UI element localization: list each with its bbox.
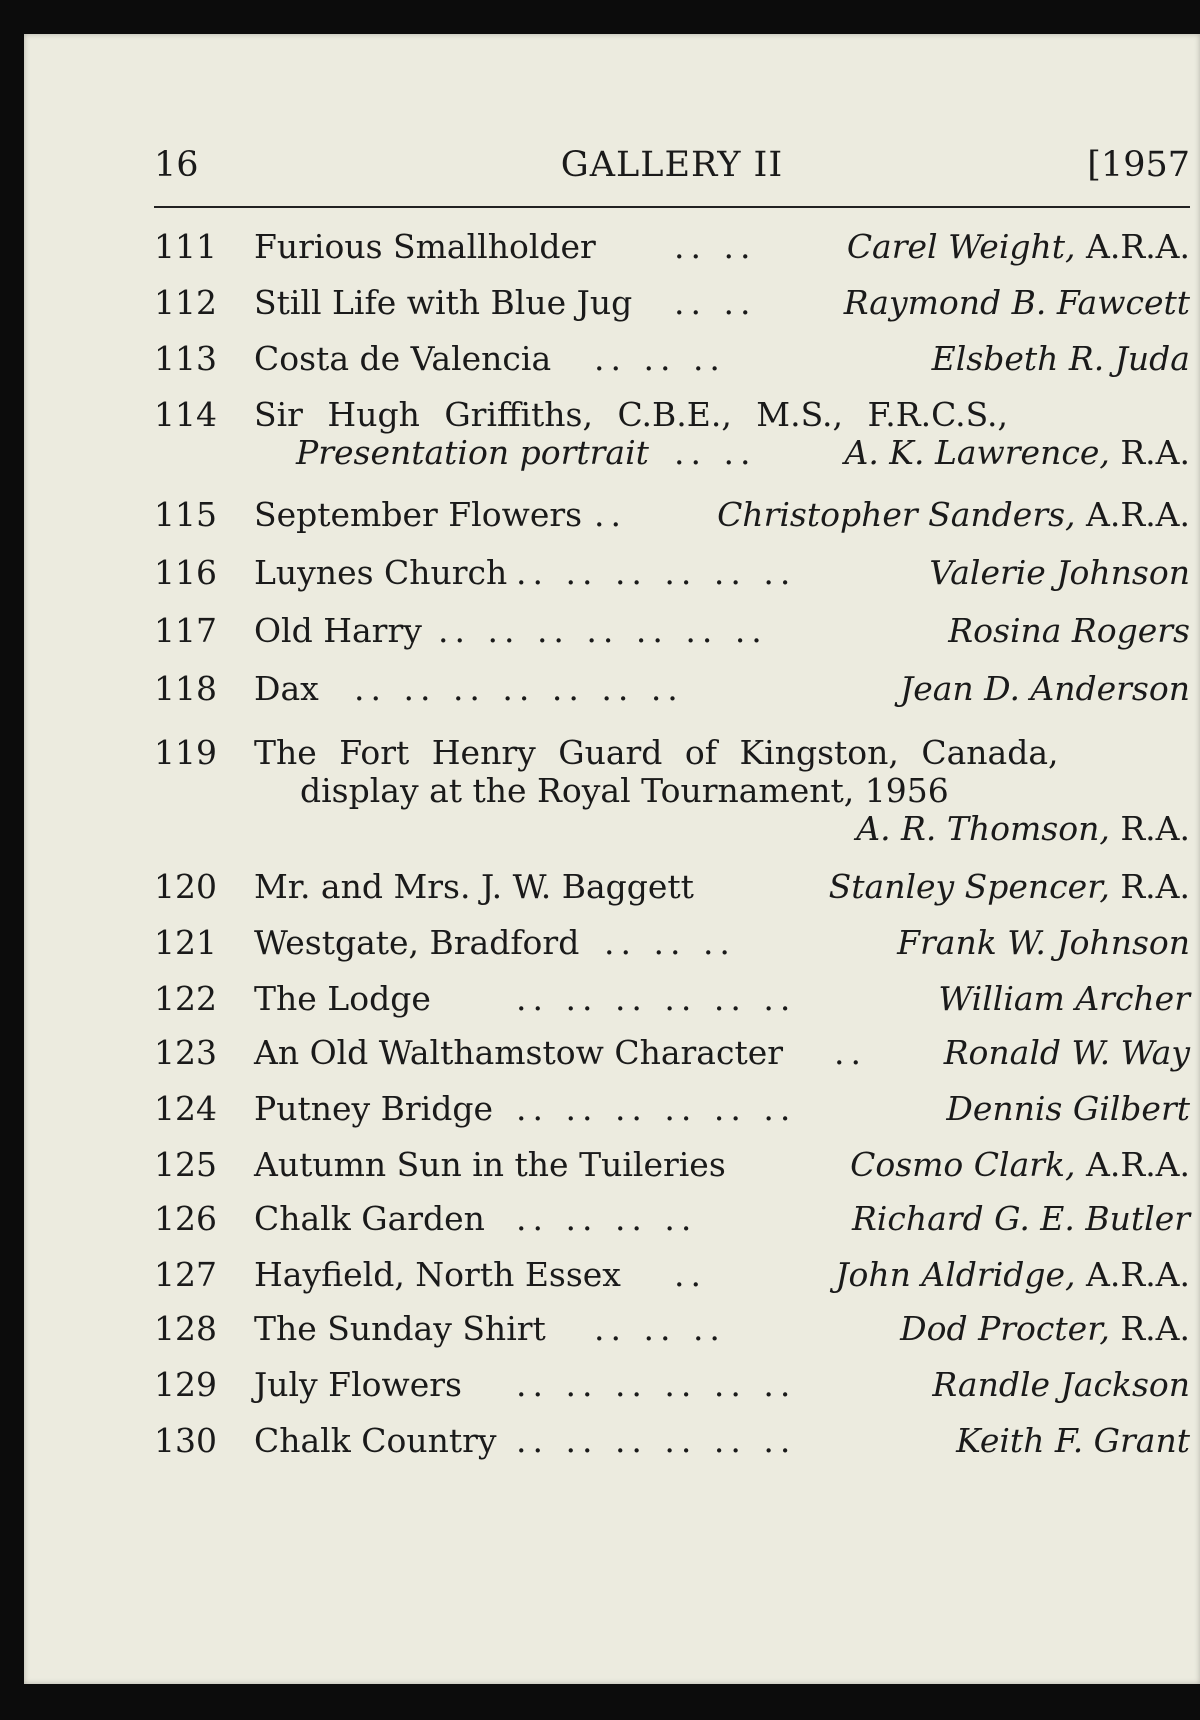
entry-artist: Dennis Gilbert xyxy=(946,1089,1190,1128)
entry-artist: Dod Procter, xyxy=(900,1309,1110,1348)
entry-artist: Richard G. E. Butler xyxy=(851,1199,1190,1238)
entry-artist: Frank W. Johnson xyxy=(897,923,1190,962)
entry-artist: Ronald W. Way xyxy=(943,1033,1190,1072)
entry-title: Still Life with Blue Jug xyxy=(254,283,633,322)
entry-title: Mr. and Mrs. J. W. Baggett xyxy=(254,867,694,906)
entry-number: 114 xyxy=(154,395,217,434)
entry-number: 128 xyxy=(154,1309,217,1348)
entry-title: The Lodge xyxy=(254,979,431,1018)
entry-title: Dax xyxy=(254,669,319,708)
dot-leader: .. .. .. xyxy=(604,923,736,962)
entry-subtitle: Presentation portrait xyxy=(296,433,649,472)
entry-artist: Elsbeth R. Juda xyxy=(931,339,1190,378)
entry-artist: Randle Jackson xyxy=(932,1365,1190,1404)
artist-honours: A.R.A. xyxy=(1075,1255,1190,1294)
entry-title: Sir Hugh Griffiths, C.B.E., M.S., F.R.C.S., xyxy=(254,395,1009,434)
entry-number: 125 xyxy=(154,1145,217,1184)
dot-leader: .. .. .. .. .. .. .. xyxy=(438,611,768,650)
entry-artist: Stanley Spencer, xyxy=(828,867,1110,906)
entry-number: 115 xyxy=(154,495,217,534)
entry-title: Luynes Church xyxy=(254,553,508,592)
artist-honours: R.A. xyxy=(1109,809,1190,848)
dot-leader: .. .. .. .. .. .. .. xyxy=(354,669,684,708)
dot-leader: .. .. xyxy=(674,433,757,472)
entry-title: Putney Bridge xyxy=(254,1089,493,1128)
dot-leader: .. .. .. .. xyxy=(516,1199,698,1238)
entry-number: 124 xyxy=(154,1089,217,1128)
entry-number: 117 xyxy=(154,611,217,650)
dot-leader: .. .. .. .. .. .. xyxy=(516,553,797,592)
entry-artist: Jean D. Anderson xyxy=(899,669,1190,708)
artist-honours: A.R.A. xyxy=(1075,1145,1190,1184)
entry-number: 113 xyxy=(154,339,217,378)
entry-artist: Rosina Rogers xyxy=(948,611,1190,650)
entry-number: 111 xyxy=(154,227,217,266)
artist-honours: R.A. xyxy=(1109,433,1190,472)
artist-honours: R.A. xyxy=(1109,867,1190,906)
dot-leader: .. xyxy=(594,495,627,534)
page-title: GALLERY II xyxy=(560,145,784,185)
entry-number: 127 xyxy=(154,1255,217,1294)
artist-honours: A.R.A. xyxy=(1075,495,1190,534)
dot-leader: .. .. .. xyxy=(594,1309,726,1348)
entry-number: 120 xyxy=(154,867,217,906)
entry-title: July Flowers xyxy=(254,1365,462,1404)
entry-title: September Flowers xyxy=(254,495,583,534)
entry-title: Westgate, Bradford xyxy=(254,923,580,962)
entry-title: Old Harry xyxy=(254,611,422,650)
artist-honours: R.A. xyxy=(1109,1309,1190,1348)
dot-leader: .. .. .. .. .. .. xyxy=(516,1089,797,1128)
entry-title: Chalk Country xyxy=(254,1421,497,1460)
entry-artist: Raymond B. Fawcett xyxy=(843,283,1190,322)
header-rule xyxy=(154,206,1190,208)
entry-title: Hayfield, North Essex xyxy=(254,1255,621,1294)
entry-artist: John Aldridge, xyxy=(835,1255,1076,1294)
entry-number: 112 xyxy=(154,283,217,322)
entry-number: 123 xyxy=(154,1033,217,1072)
entry-title: Furious Smallholder xyxy=(254,227,596,266)
catalogue-year: [1957 xyxy=(1087,145,1190,185)
dot-leader: .. .. xyxy=(674,283,757,322)
entry-title: Chalk Garden xyxy=(254,1199,485,1238)
dot-leader: .. .. .. xyxy=(594,339,726,378)
entry-artist: Christopher Sanders, xyxy=(717,495,1076,534)
dot-leader: .. .. .. .. .. .. xyxy=(516,1365,797,1404)
dot-leader: .. xyxy=(834,1033,867,1072)
entry-artist: A. R. Thomson, xyxy=(856,809,1110,848)
entry-artist: Valerie Johnson xyxy=(929,553,1190,592)
entry-artist: A. K. Lawrence, xyxy=(844,433,1110,472)
entry-title: Autumn Sun in the Tuileries xyxy=(254,1145,726,1184)
dot-leader: .. xyxy=(674,1255,707,1294)
entry-number: 126 xyxy=(154,1199,217,1238)
entry-artist: Cosmo Clark, xyxy=(850,1145,1076,1184)
entry-number: 129 xyxy=(154,1365,217,1404)
entry-number: 118 xyxy=(154,669,217,708)
entry-title: An Old Walthamstow Character xyxy=(254,1033,784,1072)
dot-leader: .. .. xyxy=(674,227,757,266)
entry-title: The Fort Henry Guard of Kingston, Canada, xyxy=(254,733,1059,772)
entry-number: 130 xyxy=(154,1421,217,1460)
entry-subtitle: display at the Royal Tournament, 1956 xyxy=(300,771,949,810)
entry-number: 116 xyxy=(154,553,217,592)
page-header xyxy=(154,145,1190,185)
page-number: 16 xyxy=(154,145,199,185)
entry-artist: William Archer xyxy=(938,979,1190,1018)
dot-leader: .. .. .. .. .. .. xyxy=(516,1421,797,1460)
entry-title: Costa de Valencia xyxy=(254,339,552,378)
artist-honours: A.R.A. xyxy=(1075,227,1190,266)
entry-number: 122 xyxy=(154,979,217,1018)
entry-artist: Keith F. Grant xyxy=(956,1421,1190,1460)
entry-title: The Sunday Shirt xyxy=(254,1309,546,1348)
entry-artist: Carel Weight, xyxy=(846,227,1076,266)
entry-number: 119 xyxy=(154,733,217,772)
entry-number: 121 xyxy=(154,923,217,962)
dot-leader: .. .. .. .. .. .. xyxy=(516,979,797,1018)
